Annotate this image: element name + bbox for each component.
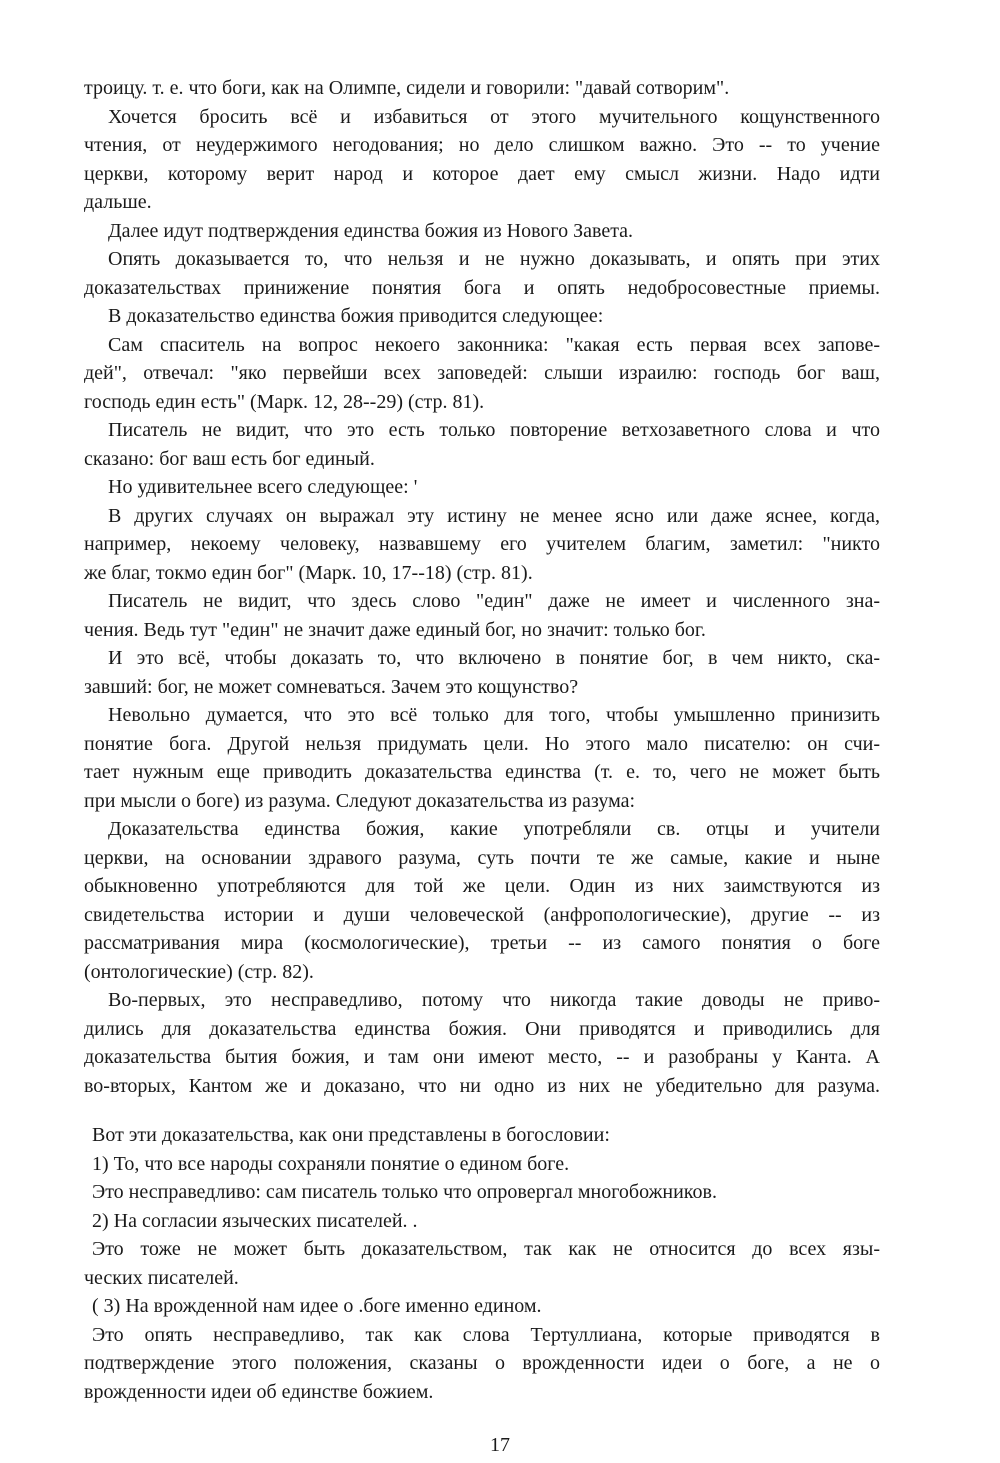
text-line: дились для доказательства единства божия. Они приводятся и приводились для bbox=[84, 1017, 880, 1040]
text-line: церкви, на основании здравого разума, суть почти те же самые, какие и ныне bbox=[84, 846, 880, 869]
text-line: сказано: бог ваш есть бог единый. bbox=[84, 447, 375, 470]
text-line: Сам спаситель на вопрос некоего законника: "какая есть первая всех запове- bbox=[108, 333, 880, 356]
section-gap bbox=[84, 1100, 880, 1121]
text-line: 1) То, что все народы сохраняли понятие о едином боге. bbox=[92, 1152, 570, 1175]
text-line: 2) На согласии языческих писателей. . bbox=[92, 1209, 418, 1232]
text-line: И это всё, чтобы доказать то, что включено в понятие бог, в чем никто, ска- bbox=[108, 647, 880, 669]
text-line: например, некоему человеку, назвавшему его учителем благим, заметил: "никто bbox=[84, 533, 880, 555]
page-text bbox=[84, 74, 880, 1406]
text-line: свидетельства истории и души человеческой (анфропологические), другие -- из bbox=[84, 903, 880, 926]
text-line: господь един есть" (Марк. 12, 28--29) (стр. 81). bbox=[84, 390, 485, 413]
text-line: церкви, которому верит народ и которое дает ему смысл жизни. Надо идти bbox=[84, 162, 880, 185]
text-line: подтверждение этого положения, сказаны о врожденности идеи о боге, а не о bbox=[84, 1352, 880, 1374]
text-line: Во-первых, это несправедливо, потому что никогда такие доводы не приво- bbox=[108, 989, 880, 1011]
text-line: чтения, от неудержимого негодования; но дело слишком важно. Это -- то учение bbox=[84, 134, 880, 156]
page-number: 17 bbox=[490, 1434, 510, 1456]
text-line: Писатель не видит, что здесь слово "един" даже не имеет и численного зна- bbox=[108, 590, 880, 612]
text-line: завший: бог, не может сомневаться. Зачем это кощунство? bbox=[84, 675, 579, 698]
text-line: чения. Ведь тут "един" не значит даже единый бог, но значит: только бог. bbox=[84, 618, 706, 641]
text-line: ческих писателей. bbox=[84, 1266, 239, 1289]
text-line: понятие бога. Другой нельзя придумать цели. Но этого мало писателю: он счи- bbox=[84, 732, 880, 755]
text-line: обыкновенно употребляются для той же цели. Один из них заимствуются из bbox=[84, 875, 880, 897]
text-line: Это тоже не может быть доказательством, так как не относится до всех язы- bbox=[92, 1238, 880, 1260]
text-line: тает нужным еще приводить доказательства единства (т. е. то, чего не может быть bbox=[84, 761, 880, 783]
text-line: при мысли о боге) из разума. Следуют доказательства из разума: bbox=[84, 789, 636, 812]
text-line: ( 3) На врожденной нам идее о .боге именно едином. bbox=[92, 1295, 542, 1317]
text-line: Это опять несправедливо, так как слова Тертуллиана, которые приводятся в bbox=[92, 1323, 880, 1346]
text-line: же благ, токмо един бог" (Марк. 10, 17--18) (стр. 81). bbox=[84, 561, 533, 584]
text-line: Далее идут подтверждения единства божия из Нового Завета. bbox=[108, 219, 634, 242]
text-line: доказательствах принижение понятия бога и опять недобросовестные приемы. bbox=[84, 276, 880, 299]
text-line: Вот эти доказательства, как они представлены в богословии: bbox=[92, 1124, 610, 1146]
text-line: во-вторых, Кантом же и доказано, что ни одно из них не убедительно для разума. bbox=[84, 1074, 880, 1097]
text-line: дальше. bbox=[84, 191, 152, 213]
text-line: Невольно думается, что это всё только для того, чтобы умышленно принизить bbox=[108, 704, 880, 726]
text-line: троицу. т. е. что боги, как на Олимпе, сидели и говорили: "давай сотворим". bbox=[84, 77, 730, 99]
text-line: Но удивительнее всего следующее: ' bbox=[108, 476, 418, 498]
text-line: дей", отвечал: "яко первейши всех заповедей: слыши израилю: господь бог ваш, bbox=[84, 362, 880, 384]
text-line: рассматривания мира (космологические), третьи -- из самого понятия о боге bbox=[84, 932, 880, 954]
text-line: врожденности идеи об единстве божием. bbox=[84, 1380, 434, 1403]
text-line: Доказательства единства божия, какие употребляли св. отцы и учители bbox=[108, 818, 880, 840]
text-line: Хочется бросить всё и избавиться от этого мучительного кощунственного bbox=[108, 105, 880, 128]
text-line: Это несправедливо: сам писатель только что опровергал многобожников. bbox=[92, 1181, 717, 1203]
text-line: (онтологические) (стр. 82). bbox=[84, 960, 314, 983]
text-line: доказательства бытия божия, и там они имеют место, -- и разобраны у Канта. А bbox=[84, 1046, 880, 1068]
text-line: Писатель не видит, что это есть только повторение ветхозаветного слова и что bbox=[108, 419, 880, 441]
text-line: В доказательство единства божия приводится следующее: bbox=[108, 305, 604, 327]
text-line: В других случаях он выражал эту истину не менее ясно или даже яснее, когда, bbox=[108, 504, 880, 527]
text-line: Опять доказывается то, что нельзя и не нужно доказывать, и опять при этих bbox=[108, 248, 880, 270]
